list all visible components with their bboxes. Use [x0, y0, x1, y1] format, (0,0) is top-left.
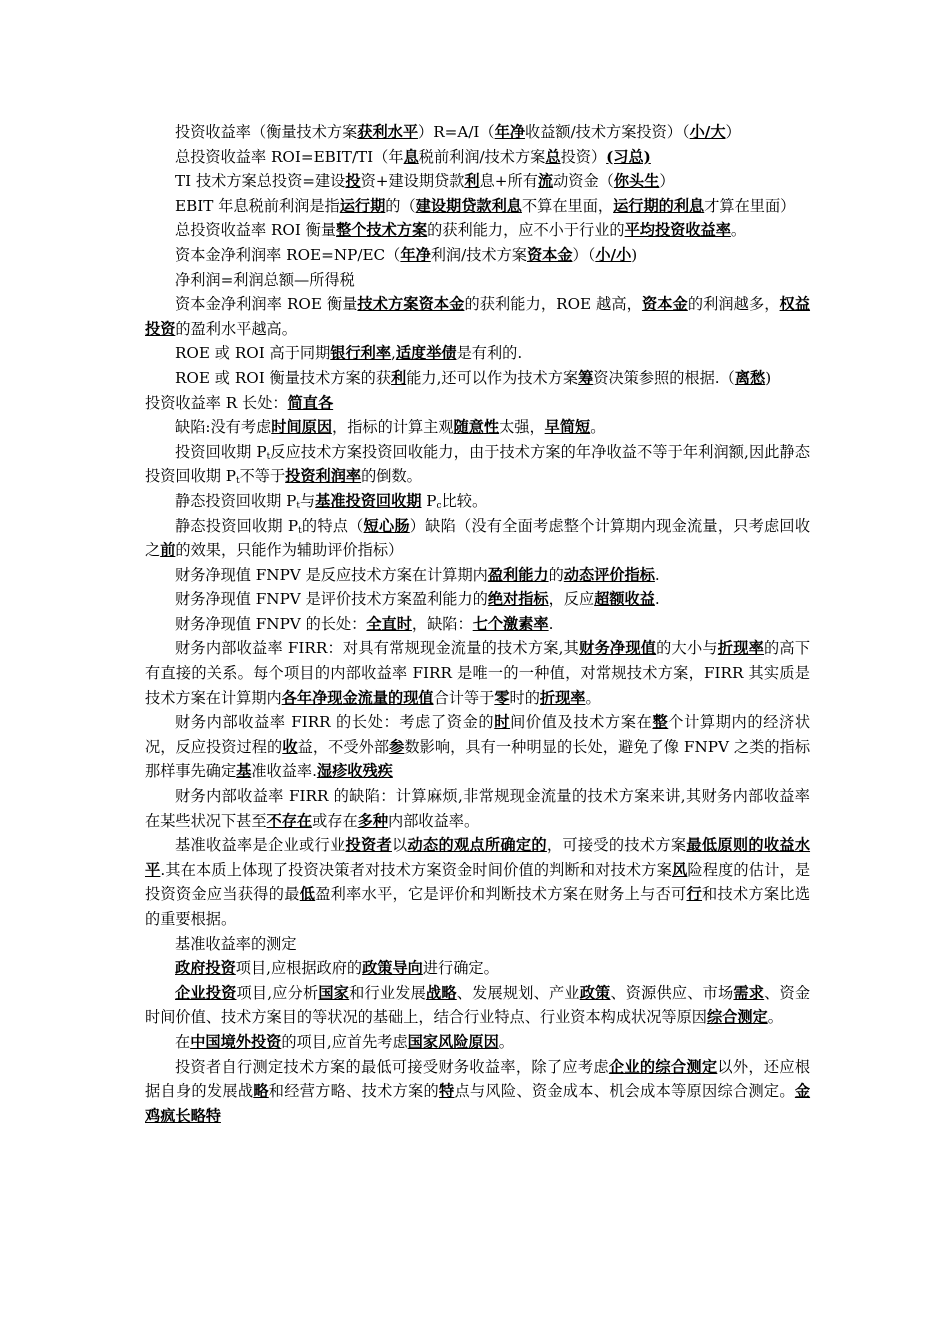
text-run: 项目,应根据政府的: [235, 959, 363, 978]
para-benchmark-rate: [145, 833, 810, 931]
text-run: ）: [725, 123, 741, 141]
para-fnpv-pros-cons: [145, 612, 810, 637]
text-run: 、资源供应、市场: [610, 983, 734, 1002]
subscript: t: [298, 525, 302, 536]
key-term: 技术方案资本金: [357, 295, 465, 314]
key-term: 略: [253, 1082, 269, 1101]
text-run: 收益额/技术方案投资）（: [525, 123, 690, 141]
text-run: 税前利润/技术方案: [418, 147, 546, 166]
text-run: 反应技术方案投资回收能力，由于技术方案的年净收益不等于年利润额,因此静态投资回收期 P: [145, 442, 811, 486]
text-run: 间价值及技术方案在: [510, 713, 653, 732]
key-term: 整个技术方案: [336, 221, 428, 240]
subscript: t: [296, 500, 300, 511]
para-total-investment: [145, 169, 810, 194]
text-run: 财务净现值 FNPV 是评价技术方案盈利能力的: [175, 590, 488, 609]
text-run: .: [654, 565, 660, 584]
para-payback-period: [145, 440, 810, 489]
key-term: 短心肠: [363, 516, 410, 535]
para-roe-definition: [145, 243, 810, 268]
para-benchmark-heading: [145, 932, 810, 957]
para-firr-disadvantages: [145, 784, 810, 833]
key-term: 最低原则的收益水平: [145, 836, 811, 879]
text-run: 动资金（: [553, 172, 614, 191]
text-run: ）（: [572, 245, 596, 264]
para-roe-roi-bank-rate: [145, 341, 810, 366]
key-term: 不存在: [266, 811, 313, 830]
key-term: 国家风险原因: [407, 1032, 499, 1051]
key-term: 小/大: [689, 123, 726, 141]
text-run: 基准收益率是企业或行业: [175, 836, 346, 855]
text-run: 时的: [509, 688, 540, 707]
key-term: 早简短: [544, 418, 591, 437]
text-run: ，反应: [548, 590, 595, 609]
para-fnpv-dynamic: [145, 563, 810, 588]
text-run: 以外，还应根据自身的发展战: [145, 1057, 811, 1101]
text-run: ，指标的计算主观: [332, 418, 454, 437]
text-run: 财务净现值 FNPV 是反应技术方案在计算期内: [175, 565, 488, 584]
text-run: 的特点（: [301, 516, 364, 535]
text-run: 静态投资回收期 P: [175, 491, 297, 510]
text-run: 总投资收益率 ROI 衡量: [175, 221, 337, 240]
text-run: 能力,还可以作为技术方案: [406, 368, 579, 387]
text-run: 基准收益率的测定: [175, 934, 297, 953]
key-term: 时: [494, 713, 511, 732]
key-term: 基: [236, 762, 252, 781]
key-term: 金鸡疯长略特: [145, 1082, 811, 1125]
para-enterprise-investment: [145, 981, 810, 1030]
key-term: 筹: [578, 368, 594, 387]
key-term: 政策: [579, 983, 611, 1002]
text-run: 资+建设期贷款: [360, 172, 465, 191]
text-run: TI 技术方案总投资=建设: [175, 172, 346, 191]
text-run: 投资收益率 R 长处：: [145, 393, 288, 412]
key-term: 综合测定: [706, 1008, 768, 1027]
text-run: 险程度的估计，是投资资金应当获得的最: [145, 860, 811, 904]
key-term: 折现率: [539, 688, 586, 707]
subscript: t: [266, 451, 271, 462]
key-term: 运行期的利息: [613, 196, 705, 215]
key-term: 基准投资回收期: [315, 491, 422, 510]
text-run: 。: [730, 221, 747, 240]
text-run: 个计算期内的经济状况，反应投资过程的: [145, 713, 811, 756]
key-term: 投资利润率: [285, 467, 362, 486]
text-run: 或存在: [312, 811, 358, 830]
key-term: 特: [439, 1082, 455, 1101]
key-term: 风: [672, 860, 688, 879]
text-run: ，可接受的技术方案: [546, 836, 687, 855]
text-run: 准收益率.: [251, 762, 317, 781]
text-run: 、资金时间价值、技术方案目的等状况的基础上，结合行业特点、行业资本构成状况等原因: [145, 983, 811, 1027]
text-run: 不算在里面，: [521, 196, 614, 215]
text-run: 合计等于: [433, 688, 495, 707]
key-term: 资本金: [526, 245, 573, 264]
text-run: ROE 或 ROI 衡量技术方案的获: [175, 368, 392, 387]
text-run: 不等于: [239, 467, 286, 486]
key-term: 参: [389, 737, 405, 756]
para-roe-roi-financing: [145, 366, 810, 391]
text-run: 的项目,应首先考虑: [281, 1032, 408, 1051]
text-run: 净利润=利润总额—所得税: [175, 270, 355, 289]
key-term: 年净: [400, 245, 431, 264]
key-term: 企业的综合测定: [608, 1057, 718, 1076]
text-run: 的利润越多，: [687, 295, 780, 314]
key-term: 需求: [733, 983, 765, 1002]
text-run: 息+所有: [479, 172, 538, 191]
text-run: 。: [498, 1032, 514, 1051]
text-run: .其在本质上体现了投资决策者对技术方案资金时间价值的判断和对技术方案: [160, 860, 672, 879]
text-run: 才算在里面）: [704, 196, 796, 215]
key-term: 流: [537, 172, 554, 191]
text-run: 财务内部收益率 FIRR：对具有常规现金流量的技术方案,其: [175, 639, 580, 658]
text-run: 点与风险、资金成本、机会成本等原因综合测定。: [454, 1082, 795, 1101]
key-term: 权益投资: [145, 295, 811, 338]
key-term: 超额收益: [594, 590, 655, 609]
text-run: 以: [391, 836, 408, 855]
key-term: 总: [545, 147, 561, 166]
text-run: 的倒数。: [361, 467, 422, 486]
key-term: 利: [464, 172, 480, 191]
key-term: 七个激素率: [472, 614, 549, 633]
text-run: P: [421, 491, 437, 510]
para-roi-definition: [145, 120, 810, 145]
text-run: 的高下有直接的关系。每个项目的内部收益率 FIRR 是唯一的一种值，对常规技术方案，FIRR 其实质是技术方案在计算期内: [145, 639, 811, 707]
key-term: 收: [282, 737, 298, 756]
key-term: 建设期贷款利息: [415, 196, 522, 215]
key-term: 小/小: [595, 245, 632, 264]
key-term: 多种: [357, 811, 388, 830]
text-run: 资决策参照的根据.（: [593, 368, 735, 387]
text-run: 投资回收期 P: [175, 442, 267, 461]
key-term: 政府投资: [175, 959, 236, 978]
key-term: 战略: [425, 983, 457, 1002]
text-run: 与: [299, 491, 316, 510]
text-run: 的效果，只能作为辅助评价指标）: [175, 541, 404, 560]
key-term: 国家: [318, 983, 350, 1002]
key-term: 息: [403, 147, 419, 166]
key-term: 时间原因: [271, 418, 332, 437]
para-roe-measure: [145, 292, 810, 341]
key-term: 折现率: [717, 639, 765, 658]
text-run: 。: [767, 1008, 783, 1027]
para-investor-rate: [145, 1055, 810, 1129]
para-net-profit: [145, 268, 810, 293]
text-run: 的盈利水平越高。: [175, 319, 297, 338]
para-firr-advantages: [145, 710, 810, 784]
text-run: 的大小与: [656, 639, 718, 658]
key-term: 银行利率: [330, 344, 392, 363]
key-term: 资本金: [641, 295, 688, 314]
text-run: .: [548, 614, 554, 633]
text-run: 比较。: [441, 491, 488, 510]
key-term: 低: [299, 885, 316, 904]
para-government-investment: [145, 956, 810, 981]
para-total-roi: [145, 145, 810, 170]
text-run: ）R=A/I（: [418, 123, 495, 141]
text-run: 。: [590, 418, 606, 437]
key-term: (习总): [606, 147, 651, 166]
key-term: 适度举债: [395, 344, 457, 363]
key-term: 投资者: [345, 836, 392, 855]
text-run: 利润/技术方案: [430, 245, 527, 264]
text-run: 资本金净利润率 ROE=NP/EC（: [175, 245, 401, 264]
key-term: 湿疹收残疾: [316, 762, 393, 781]
key-term: 离愁: [734, 368, 766, 387]
text-run: 和技术方案比选的重要根据。: [145, 885, 811, 928]
para-fnpv-absolute: [145, 587, 810, 612]
key-term: 中国境外投资: [190, 1032, 282, 1051]
text-run: ）: [659, 172, 675, 191]
text-run: ): [765, 368, 772, 387]
text-run: ): [631, 245, 638, 264]
key-term: 政策导向: [362, 959, 423, 978]
text-run: ）缺陷（没有全面考虑整个计算期内现金流量，只考虑回收之: [145, 516, 811, 560]
text-run: 投资者自行测定技术方案的最低可接受财务收益率，除了应考虑: [175, 1057, 609, 1076]
text-run: 的: [548, 565, 564, 584]
text-run: 财务内部收益率 FIRR 的缺陷：计算麻烦,非常规现金流量的技术方案来讲,其财务内部收益率在某些状况下甚至: [145, 787, 810, 830]
key-term: 各年净现金流量的现值: [281, 688, 434, 707]
key-term: 零: [494, 688, 510, 707]
key-term: 随意性: [453, 418, 500, 437]
text-run: 财务净现值 FNPV 的长处：: [175, 614, 367, 633]
text-run: 内部收益率。: [388, 811, 480, 830]
text-run: 的获利能力，应不小于行业的: [427, 221, 625, 240]
key-term: 全直时: [366, 614, 412, 633]
text-run: 、发展规划、产业: [456, 983, 580, 1002]
text-run: ROE 或 ROI 高于同期: [175, 344, 331, 363]
para-roi-disadvantages: [145, 415, 810, 440]
text-run: 总投资收益率 ROI=EBIT/TI（年: [175, 147, 404, 166]
text-run: 静态投资回收期 P: [175, 516, 299, 535]
key-term: 你头生: [613, 172, 660, 191]
text-run: EBIT 年息税前利润是指: [175, 196, 340, 215]
key-term: 动态的观点所确定的: [407, 836, 547, 855]
subscript: t: [235, 476, 240, 487]
text-run: 。: [585, 688, 601, 707]
para-ebit: [145, 194, 810, 219]
text-run: 盈利率水平，它是评价和判断技术方案在财务上与否可: [315, 885, 687, 904]
key-term: 动态评价指标: [563, 565, 655, 584]
text-run: 的获利能力，ROE 越高，: [464, 295, 642, 314]
text-run: 项目,应分析: [236, 983, 319, 1002]
key-term: 运行期: [339, 196, 386, 215]
text-run: 资本金净利润率 ROE 衡量: [175, 295, 358, 314]
para-payback-features: [145, 514, 810, 563]
text-run: 和行业发展: [349, 983, 426, 1002]
key-term: 财务净现值: [579, 639, 657, 658]
text-run: 进行确定。: [422, 959, 499, 978]
key-term: 行: [686, 885, 703, 904]
key-term: 平均投资收益率: [624, 221, 731, 240]
subscript: c: [436, 500, 442, 511]
key-term: 年净: [494, 123, 525, 141]
para-firr-definition: [145, 636, 810, 710]
key-term: 简直各: [287, 393, 334, 412]
document-body: [145, 120, 810, 1128]
key-term: 利: [391, 368, 407, 387]
text-run: 太强，: [499, 418, 545, 437]
text-run: ,: [391, 344, 396, 363]
key-term: 绝对指标: [487, 590, 549, 609]
text-run: 和经营方略、技术方案的: [268, 1082, 439, 1101]
text-run: ，缺陷：: [411, 614, 473, 633]
text-run: 缺陷:没有考虑: [175, 418, 272, 437]
text-run: 益，不受外部: [297, 737, 390, 756]
text-run: 财务内部收益率 FIRR 的长处：考虑了资金的: [175, 713, 495, 732]
key-term: 前: [160, 541, 176, 560]
key-term: 盈利能力: [487, 565, 549, 584]
key-term: 整: [652, 713, 669, 732]
para-payback-compare: [145, 489, 810, 514]
text-run: 投资收益率（衡量技术方案: [175, 123, 358, 141]
text-run: 数影响，具有一种明显的长处，避免了像 FNPV 之类的指标那样事先确定: [145, 737, 811, 781]
text-run: 的（: [385, 196, 416, 215]
para-roi-advantages: [145, 391, 810, 416]
key-term: 获利水平: [357, 123, 418, 141]
para-overseas-investment: [145, 1030, 810, 1055]
text-run: 是有利的.: [456, 344, 523, 363]
para-roi-measure: [145, 218, 810, 243]
text-run: 在: [175, 1032, 191, 1051]
text-run: .: [654, 590, 660, 609]
key-term: 企业投资: [175, 983, 237, 1002]
text-run: 投资）: [560, 147, 607, 166]
key-term: 投: [345, 172, 361, 191]
